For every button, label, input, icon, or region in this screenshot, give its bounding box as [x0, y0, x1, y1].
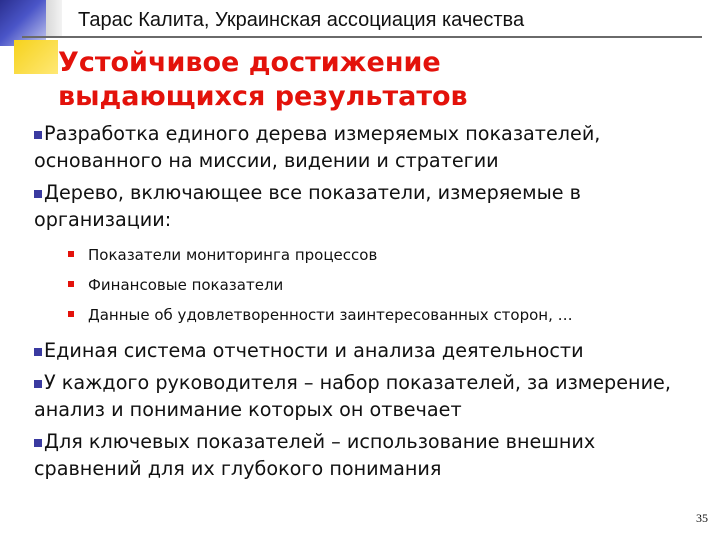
- sub-list-item-text: Данные об удовлетворенности заинтересованных сторон, …: [88, 306, 573, 324]
- bullet-square-icon: [34, 190, 42, 198]
- decor-yellow-square: [14, 40, 58, 74]
- sub-list-item-text: Финансовые показатели: [88, 276, 284, 294]
- sub-list-item-text: Показатели мониторинга процессов: [88, 246, 378, 264]
- sub-list-item: [34, 275, 694, 295]
- list-item: [34, 120, 694, 174]
- bullet-square-icon: [34, 131, 42, 139]
- list-item: [34, 428, 694, 482]
- sub-bullet-square-icon: [68, 281, 74, 287]
- list-item: [34, 369, 694, 423]
- bullet-square-icon: [34, 439, 42, 447]
- decor-gray-strip: [46, 0, 62, 38]
- list-item-text: У каждого руководителя – набор показателей, за измерение, анализ и понимание которых он отвечает: [34, 371, 671, 421]
- list-item-text: Дерево, включающее все показатели, измеряемые в организации:: [34, 181, 581, 231]
- list-item: [34, 337, 694, 364]
- sub-bullet-square-icon: [68, 251, 74, 257]
- bullet-square-icon: [34, 348, 42, 356]
- list-item-text: Для ключевых показателей – использование внешних сравнений для их глубокого понимания: [34, 430, 596, 480]
- list-item: [34, 179, 694, 233]
- slide-title: Устойчивое достижение выдающихся результатов: [58, 47, 468, 112]
- header-divider: [22, 36, 702, 38]
- bullet-square-icon: [34, 380, 42, 388]
- header-author: Тарас Калита, Украинская ассоциация качества: [78, 9, 525, 31]
- sub-bullet-square-icon: [68, 311, 74, 317]
- page-number: 35: [696, 511, 708, 525]
- bullet-list: [34, 120, 694, 487]
- list-item-text: Единая система отчетности и анализа деятельности: [44, 339, 584, 362]
- sub-list-item: [34, 245, 694, 265]
- sub-list-item: [34, 305, 694, 325]
- list-item-text: Разработка единого дерева измеряемых показателей, основанного на миссии, видении и стратегии: [34, 122, 601, 172]
